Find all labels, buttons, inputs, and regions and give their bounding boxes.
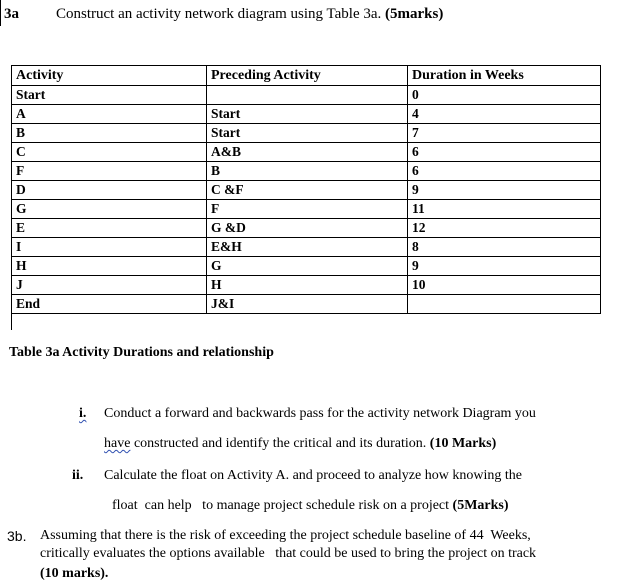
preceding-cell: G &D (207, 219, 408, 238)
activity-cell: D (12, 181, 207, 200)
preceding-cell: Start (207, 124, 408, 143)
question-3b-number: 3b. (7, 528, 27, 544)
preceding-cell: J&I (207, 295, 408, 314)
table-header-row (12, 66, 601, 86)
activity-cell: A (12, 105, 207, 124)
activity-table-body (12, 66, 601, 314)
subquestion-ii-line2 (112, 498, 509, 514)
activity-cell: B (12, 124, 207, 143)
subquestion-i-line2 (104, 436, 496, 452)
duration-cell: 11 (408, 200, 601, 219)
duration-cell: 8 (408, 238, 601, 257)
duration-cell: 0 (408, 86, 601, 105)
table-row (12, 105, 601, 124)
activity-table (11, 65, 601, 314)
table-row (12, 276, 601, 295)
activity-cell: F (12, 162, 207, 181)
duration-cell: 6 (408, 143, 601, 162)
subquestion-i-label-text: i. (79, 406, 87, 421)
table-row (12, 200, 601, 219)
subquestion-i-line1: Conduct a forward and backwards pass for the activity network Diagram you (104, 406, 536, 421)
header-duration: Duration in Weeks (408, 66, 601, 86)
preceding-cell: E&H (207, 238, 408, 257)
question-3b-line2: critically evaluates the options available that could be used to bring the project on track (40, 546, 537, 561)
table-row (12, 295, 601, 314)
header-preceding: Preceding Activity (207, 66, 408, 86)
table-row (12, 257, 601, 276)
activity-cell: E (12, 219, 207, 238)
duration-cell: 9 (408, 257, 601, 276)
table-row (12, 143, 601, 162)
subquestion-ii-line1: Calculate the float on Activity A. and proceed to analyze how knowing the (104, 468, 522, 483)
margin-line (0, 0, 1, 26)
activity-cell: G (12, 200, 207, 219)
subquestion-ii-label: ii. (72, 468, 84, 483)
table-row (12, 162, 601, 181)
duration-cell: 12 (408, 219, 601, 238)
preceding-cell: B (207, 162, 408, 181)
table-row (12, 219, 601, 238)
activity-cell: I (12, 238, 207, 257)
spelling-flag-word: have (104, 436, 131, 451)
duration-cell: 4 (408, 105, 601, 124)
duration-cell: 10 (408, 276, 601, 295)
question-3b-marks: (10 marks). (40, 566, 109, 581)
question-marks: (5marks) (385, 6, 444, 22)
activity-cell: C (12, 143, 207, 162)
preceding-cell: A&B (207, 143, 408, 162)
subquestion-i-marks: (10 Marks) (429, 436, 497, 451)
question-3b-line1: Assuming that there is the risk of exceeding the project schedule baseline of 44 Weeks, (40, 528, 531, 543)
preceding-cell: G (207, 257, 408, 276)
question-text (56, 6, 443, 23)
activity-cell: End (12, 295, 207, 314)
question-text-body: Construct an activity network diagram using Table 3a. (56, 6, 382, 22)
question-number: 3a (4, 6, 19, 22)
text-cursor (11, 314, 12, 330)
duration-cell: 7 (408, 124, 601, 143)
duration-cell (408, 295, 601, 314)
table-row (12, 181, 601, 200)
subquestion-i-label (79, 406, 86, 422)
preceding-cell (207, 86, 408, 105)
activity-cell: H (12, 257, 207, 276)
duration-cell: 9 (408, 181, 601, 200)
header-activity: Activity (12, 66, 207, 86)
subquestion-ii-marks: (5Marks) (452, 498, 509, 513)
table-row (12, 86, 601, 105)
duration-cell: 6 (408, 162, 601, 181)
preceding-cell: C &F (207, 181, 408, 200)
preceding-cell: Start (207, 105, 408, 124)
table-row (12, 124, 601, 143)
preceding-cell: H (207, 276, 408, 295)
subquestion-i-line2-rest: constructed and identify the critical and its duration. (130, 436, 427, 451)
preceding-cell: F (207, 200, 408, 219)
activity-cell: J (12, 276, 207, 295)
table-caption: Table 3a Activity Durations and relationship (9, 345, 274, 360)
activity-cell: Start (12, 86, 207, 105)
subquestion-ii-line2-text: float can help to manage project schedule risk on a project (112, 498, 450, 513)
table-row (12, 238, 601, 257)
